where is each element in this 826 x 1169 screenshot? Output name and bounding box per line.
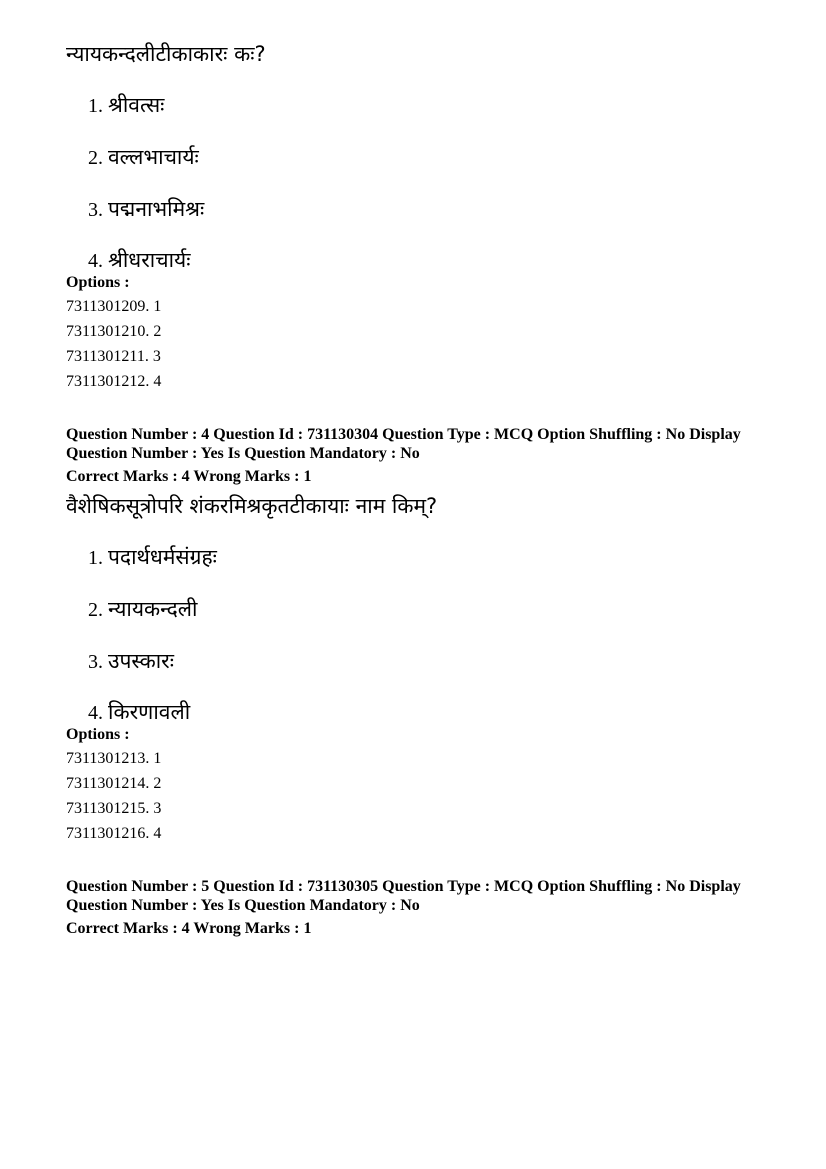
question-4-options-label: Options : [66, 726, 130, 743]
question-4-choice-4 [88, 698, 190, 727]
choice-number: 3. [88, 651, 103, 673]
question-3-option-id-3: 7311301211. 3 [66, 348, 161, 365]
question-3-option-id-2: 7311301210. 2 [66, 323, 162, 340]
choice-text: न्यायकन्दली [108, 597, 198, 621]
question-4-choice-3 [88, 647, 174, 676]
question-3-options-label: Options : [66, 274, 130, 291]
choice-text: पद्मनाभमिश्रः [108, 197, 205, 221]
choice-text: किरणावली [108, 700, 191, 724]
choice-number: 2. [88, 147, 103, 169]
question-4-choice-1 [88, 543, 217, 572]
question-4-meta-line-2: Question Number : Yes Is Question Mandatory : No [66, 445, 420, 462]
choice-number: 4. [88, 702, 103, 724]
question-5-meta-line-1: Question Number : 5 Question Id : 731130305 Question Type : MCQ Option Shuffling : No Display [66, 878, 741, 895]
choice-number: 3. [88, 199, 103, 221]
question-3-option-id-1: 7311301209. 1 [66, 298, 162, 315]
choice-number: 1. [88, 95, 103, 117]
choice-text: पदार्थधर्मसंग्रहः [108, 545, 217, 569]
choice-number: 2. [88, 599, 103, 621]
question-5-meta-line-2: Question Number : Yes Is Question Mandatory : No [66, 897, 420, 914]
question-3-choice-1 [88, 91, 164, 120]
question-3-choice-4 [88, 246, 190, 275]
choice-number: 1. [88, 547, 103, 569]
question-4-option-id-3: 7311301215. 3 [66, 800, 162, 817]
question-3-option-id-4: 7311301212. 4 [66, 373, 162, 390]
choice-number: 4. [88, 250, 103, 272]
question-5-marks: Correct Marks : 4 Wrong Marks : 1 [66, 920, 312, 937]
question-3-text: न्यायकन्दलीटीकाकारः कः? [66, 42, 266, 66]
choice-text: श्रीवत्सः [108, 93, 165, 117]
choice-text: उपस्कारः [108, 649, 175, 673]
question-3-choice-3 [88, 195, 204, 224]
question-4-marks: Correct Marks : 4 Wrong Marks : 1 [66, 468, 312, 485]
question-4-meta-line-1: Question Number : 4 Question Id : 731130304 Question Type : MCQ Option Shuffling : No Display [66, 426, 741, 443]
question-4-text: वैशेषिकसूत्रोपरि शंकरमिश्रकृतटीकायाः नाम किम्? [66, 494, 438, 518]
question-4-choice-2 [88, 595, 197, 624]
question-4-option-id-2: 7311301214. 2 [66, 775, 162, 792]
choice-text: वल्लभाचार्यः [108, 145, 199, 169]
choice-text: श्रीधराचार्यः [108, 248, 191, 272]
question-3-choice-2 [88, 143, 199, 172]
question-4-option-id-4: 7311301216. 4 [66, 825, 162, 842]
question-4-option-id-1: 7311301213. 1 [66, 750, 162, 767]
